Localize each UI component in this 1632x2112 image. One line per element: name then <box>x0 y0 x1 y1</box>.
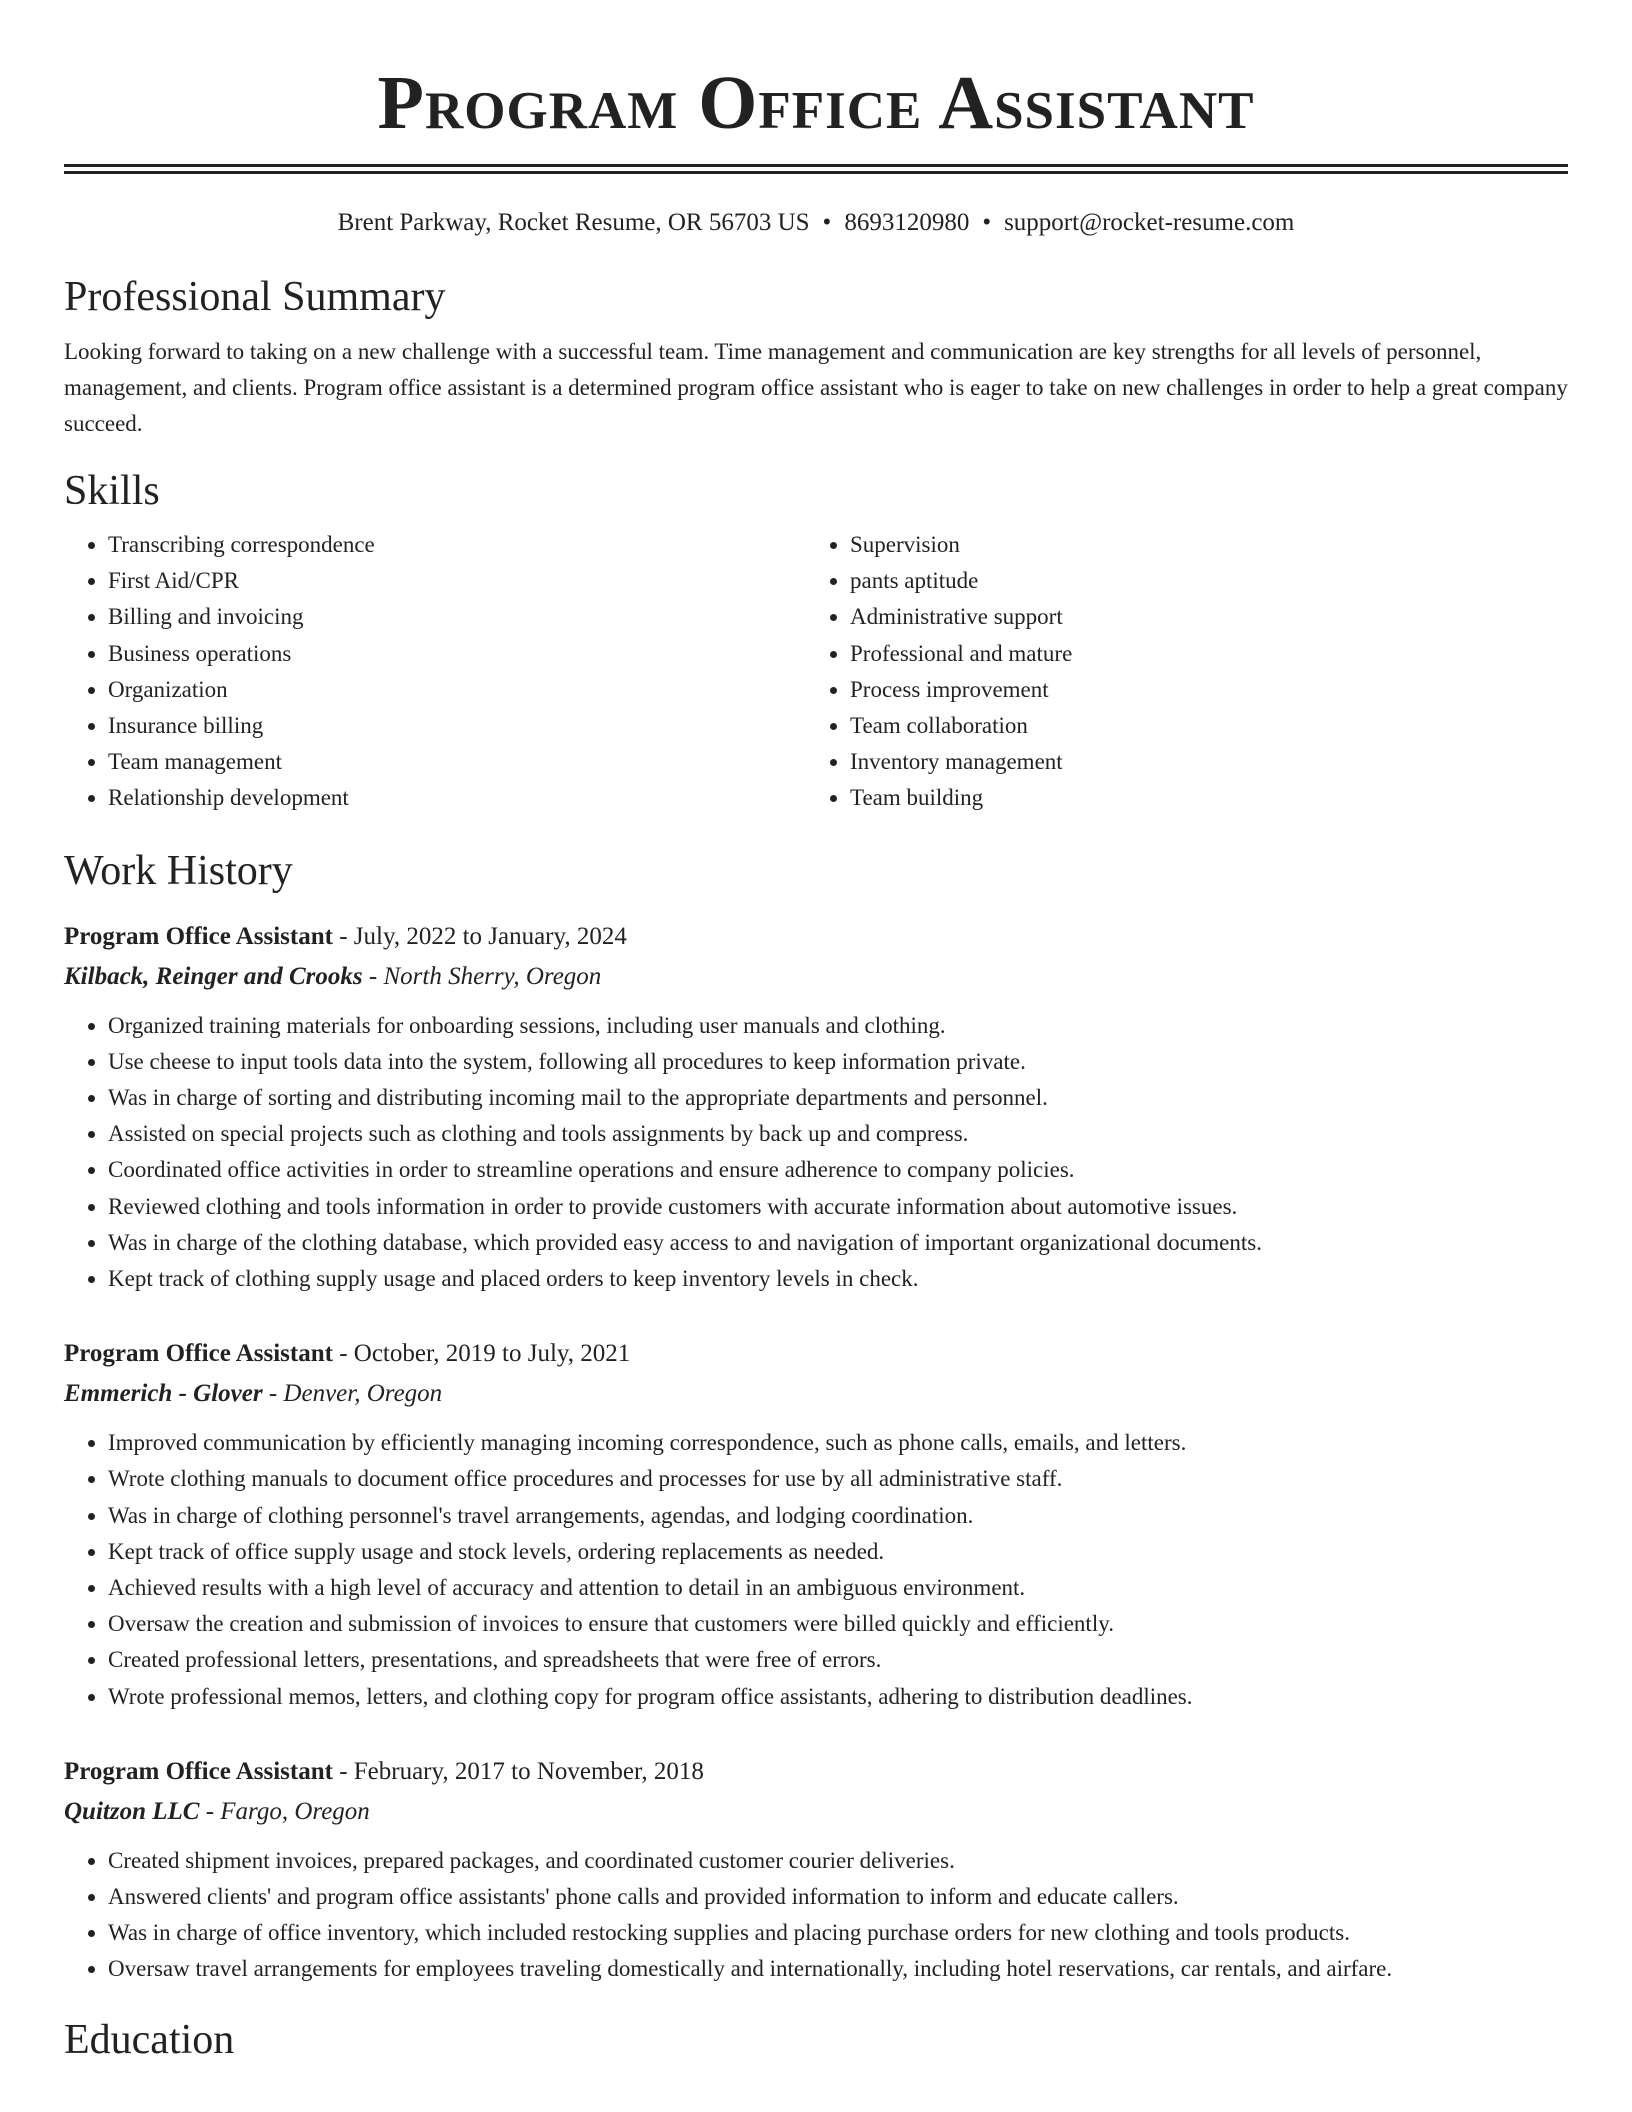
skill-item: • Professional and mature <box>850 636 1548 672</box>
job-bullet: • Oversaw travel arrangements for employees traveling domestically and internationally, including hotel reservations, car rentals, and airfare. <box>108 1951 1568 1987</box>
job-bullet: • Wrote professional memos, letters, and clothing copy for program office assistants, adhering to distribution deadlines. <box>108 1679 1568 1715</box>
skills-columns <box>64 527 1568 817</box>
job-bullet: • Was in charge of the clothing database, which provided easy access to and navigation of important organizational documents. <box>108 1225 1568 1261</box>
job-bullet: • Coordinated office activities in order to streamline operations and ensure adherence to company policies. <box>108 1152 1568 1188</box>
job-bullet: • Organized training materials for onboarding sessions, including user manuals and clothing. <box>108 1008 1568 1044</box>
skill-item: • Insurance billing <box>108 708 806 744</box>
skill-item: • Business operations <box>108 636 806 672</box>
job-entry <box>64 917 1568 1298</box>
job-dash: - <box>368 962 378 990</box>
job-location: North Sherry, Oregon <box>383 962 602 990</box>
job-bullet: • Answered clients' and program office assistants' phone calls and provided information to inform and educate callers. <box>108 1879 1568 1915</box>
job-company: Emmerich - Glover <box>64 1380 263 1408</box>
job-position: Program Office Assistant <box>64 1340 333 1368</box>
skills-list-right <box>806 527 1548 817</box>
job-bullet: • Kept track of clothing supply usage and placed orders to keep inventory levels in check. <box>108 1261 1568 1297</box>
resume-title: Program Office Assistant <box>377 61 1255 145</box>
job-bullet: • Created professional letters, presentations, and spreadsheets that were free of errors. <box>108 1642 1568 1678</box>
section-title-work-history: Work History <box>64 847 293 894</box>
skill-item: • pants aptitude <box>850 563 1548 599</box>
job-position: Program Office Assistant <box>64 1757 333 1785</box>
job-entry <box>64 1334 1568 1715</box>
job-bullet: • Created shipment invoices, prepared packages, and coordinated customer courier deliveries. <box>108 1843 1568 1879</box>
job-bullets <box>64 1425 1568 1715</box>
job-dash: - <box>339 1340 348 1368</box>
skill-item: • Relationship development <box>108 780 806 816</box>
job-dash: - <box>339 1757 348 1785</box>
job-bullet: • Achieved results with a high level of accuracy and attention to detail in an ambiguous environment. <box>108 1570 1568 1606</box>
resume-page <box>64 0 1568 2066</box>
job-bullet: • Was in charge of clothing personnel's travel arrangements, agendas, and lodging coordination. <box>108 1498 1568 1534</box>
job-heading <box>64 1334 1568 1374</box>
skill-item: • Supervision <box>850 527 1548 563</box>
job-employer <box>64 1792 1568 1832</box>
job-location: Fargo, Oregon <box>220 1797 370 1825</box>
skill-item: • Organization <box>108 672 806 708</box>
job-dates: July, 2022 to January, 2024 <box>353 922 627 950</box>
contact-phone: 8693120980 <box>844 209 970 236</box>
skill-item: • Process improvement <box>850 672 1548 708</box>
job-heading <box>64 917 1568 957</box>
job-dates: February, 2017 to November, 2018 <box>353 1757 704 1785</box>
job-bullet: • Was in charge of sorting and distributing incoming mail to the appropriate departments and personnel. <box>108 1080 1568 1116</box>
skill-item: • Billing and invoicing <box>108 599 806 635</box>
skill-item: • Transcribing correspondence <box>108 527 806 563</box>
job-bullet: • Wrote clothing manuals to document office procedures and processes for use by all administrative staff. <box>108 1461 1568 1497</box>
job-dates: October, 2019 to July, 2021 <box>353 1340 631 1368</box>
contact-separator: • <box>822 209 832 236</box>
job-bullets <box>64 1008 1568 1298</box>
skills-list-left <box>64 527 806 817</box>
job-bullet: • Kept track of office supply usage and stock levels, ordering replacements as needed. <box>108 1534 1568 1570</box>
job-employer <box>64 957 1568 997</box>
skill-item: • Team building <box>850 780 1548 816</box>
job-position: Program Office Assistant <box>64 922 333 950</box>
skill-item: • Inventory management <box>850 744 1548 780</box>
job-dash: - <box>339 922 348 950</box>
skill-item: • Administrative support <box>850 599 1548 635</box>
contact-address: Brent Parkway, Rocket Resume, OR 56703 US <box>337 209 810 236</box>
title-double-rule <box>64 164 1568 174</box>
job-bullet: • Use cheese to input tools data into the system, following all procedures to keep information private. <box>108 1044 1568 1080</box>
summary-text: Looking forward to taking on a new challenge with a successful team. Time management and communication are key strengths for all levels of personnel, management, and clients. Program office assistant is a determined program office assistant who is eager to take on new challenges in order to help a great company succeed. <box>64 339 1568 436</box>
section-title-education: Education <box>64 2016 235 2063</box>
job-company: Quitzon LLC <box>64 1797 200 1825</box>
job-bullet: • Assisted on special projects such as clothing and tools assignments by back up and compress. <box>108 1116 1568 1152</box>
job-location: Denver, Oregon <box>283 1380 443 1408</box>
job-employer <box>64 1374 1568 1414</box>
skill-item: • First Aid/CPR <box>108 563 806 599</box>
job-dash: - <box>205 1797 215 1825</box>
job-entry <box>64 1752 1568 1988</box>
job-heading <box>64 1752 1568 1792</box>
job-bullets <box>64 1843 1568 1988</box>
section-title-skills: Skills <box>64 468 160 514</box>
skill-item: • Team management <box>108 744 806 780</box>
contact-separator: • <box>982 209 992 236</box>
job-bullet: • Oversaw the creation and submission of invoices to ensure that customers were billed quickly and efficiently. <box>108 1606 1568 1642</box>
skill-item: • Team collaboration <box>850 708 1548 744</box>
job-bullet: • Was in charge of office inventory, which included restocking supplies and placing purchase orders for new clothing and tools products. <box>108 1915 1568 1951</box>
job-company: Kilback, Reinger and Crooks <box>64 962 363 990</box>
contact-line <box>64 207 1568 239</box>
job-bullet: • Reviewed clothing and tools information in order to provide customers with accurate information about automotive issues. <box>108 1189 1568 1225</box>
job-bullet: • Improved communication by efficiently managing incoming correspondence, such as phone calls, emails, and letters. <box>108 1425 1568 1461</box>
contact-email: support@rocket-resume.com <box>1004 209 1295 236</box>
job-dash: - <box>268 1380 278 1408</box>
section-title-summary: Professional Summary <box>64 274 446 320</box>
